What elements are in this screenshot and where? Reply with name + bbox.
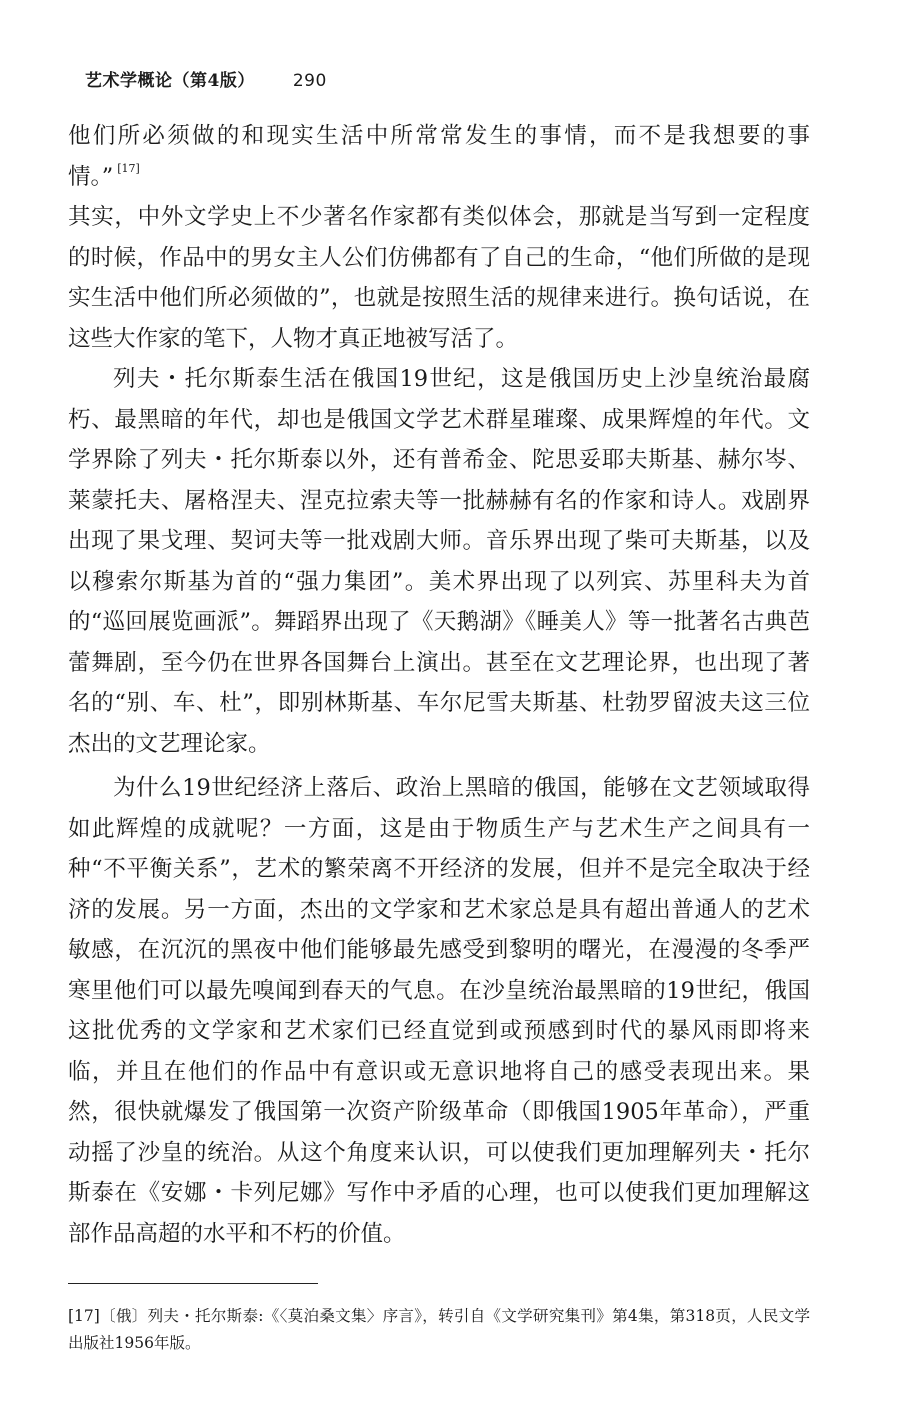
paragraph-2: 列夫・托尔斯泰生活在俄国19世纪，这是俄国历史上沙皇统治最腐朽、最黑暗的年代，却也是俄国文学艺术群星璀璨、成果辉煌的年代。文学界除了列夫・托尔斯泰以外，还有普希金、陀思妥耶夫斯基、赫尔岑、莱蒙托夫、屠格涅夫、涅克拉索夫等一批赫赫有名的作家和诗人。戏剧界出现了果戈理、契诃夫等一批戏剧大师。音乐界出现了柴可夫斯基，以及以穆索尔斯基为首的“强力集团”。美术界出现了以列宾、苏里科夫为首的“巡回展览画派”。舞蹈界出现了《天鹅湖》《睡美人》等一批著名古典芭蕾舞剧，至今仍在世界各国舞台上演出。甚至在文艺理论界，也出现了著名的“别、车、杜”，即别林斯基、车尔尼雪夫斯基、杜勃罗留波夫这三位杰出的文艺理论家。 — [68, 366, 810, 757]
book-title: 艺术学概论（第4版） — [85, 71, 255, 91]
running-header — [85, 66, 327, 91]
body-text — [68, 116, 810, 1254]
paragraph-3: 为什么19世纪经济上落后、政治上黑暗的俄国，能够在文艺领域取得如此辉煌的成就呢？一方面，这是由于物质生产与艺术生产之间具有一种“不平衡关系”，艺术的繁荣离不开经济的发展，但并不是完全取决于经济的发展。另一方面，杰出的文学家和艺术家总是具有超出普通人的艺术敏感，在沉沉的黑夜中他们能够最先感受到黎明的曙光，在漫漫的冬季严寒里他们可以最先嗅闻到春天的气息。在沙皇统治最黑暗的19世纪，俄国这批优秀的文学家和艺术家们已经直觉到或预感到时代的暴风雨即将来临，并且在他们的作品中有意识或无意识地将自己的感受表现出来。果然，很快就爆发了俄国第一次资产阶级革命（即俄国1905年革命），严重动摇了沙皇的统治。从这个角度来认识，可以使我们更加理解列夫・托尔斯泰在《安娜・卡列尼娜》写作中矛盾的心理，也可以使我们更加理解这部作品高超的水平和不朽的价值。 — [68, 775, 810, 1247]
paragraph-1-rest: 其实，中外文学史上不少著名作家都有类似体会，那就是当写到一定程度的时候，作品中的男女主人公们仿佛都有了自己的生命，“他们所做的是现实生活中他们所必须做的”，也就是按照生活的规律来进行。换句话说，在这些大作家的笔下，人物才真正地被写活了。 — [68, 204, 810, 352]
footnote: [17]〔俄〕列夫・托尔斯泰:《〈莫泊桑文集〉序言》，转引自《文学研究集刊》第4集，第318页，人民文学出版社1956年版。 — [68, 1307, 810, 1352]
paragraph-1 — [68, 116, 810, 359]
page-number: 290 — [292, 71, 327, 91]
footnote-divider — [68, 1283, 318, 1284]
footnote-reference[interactable]: [17] — [117, 161, 140, 175]
paragraph-1-lead: 他们所必须做的和现实生活中所常常发生的事情，而不是我想要的事情。” — [68, 123, 810, 190]
